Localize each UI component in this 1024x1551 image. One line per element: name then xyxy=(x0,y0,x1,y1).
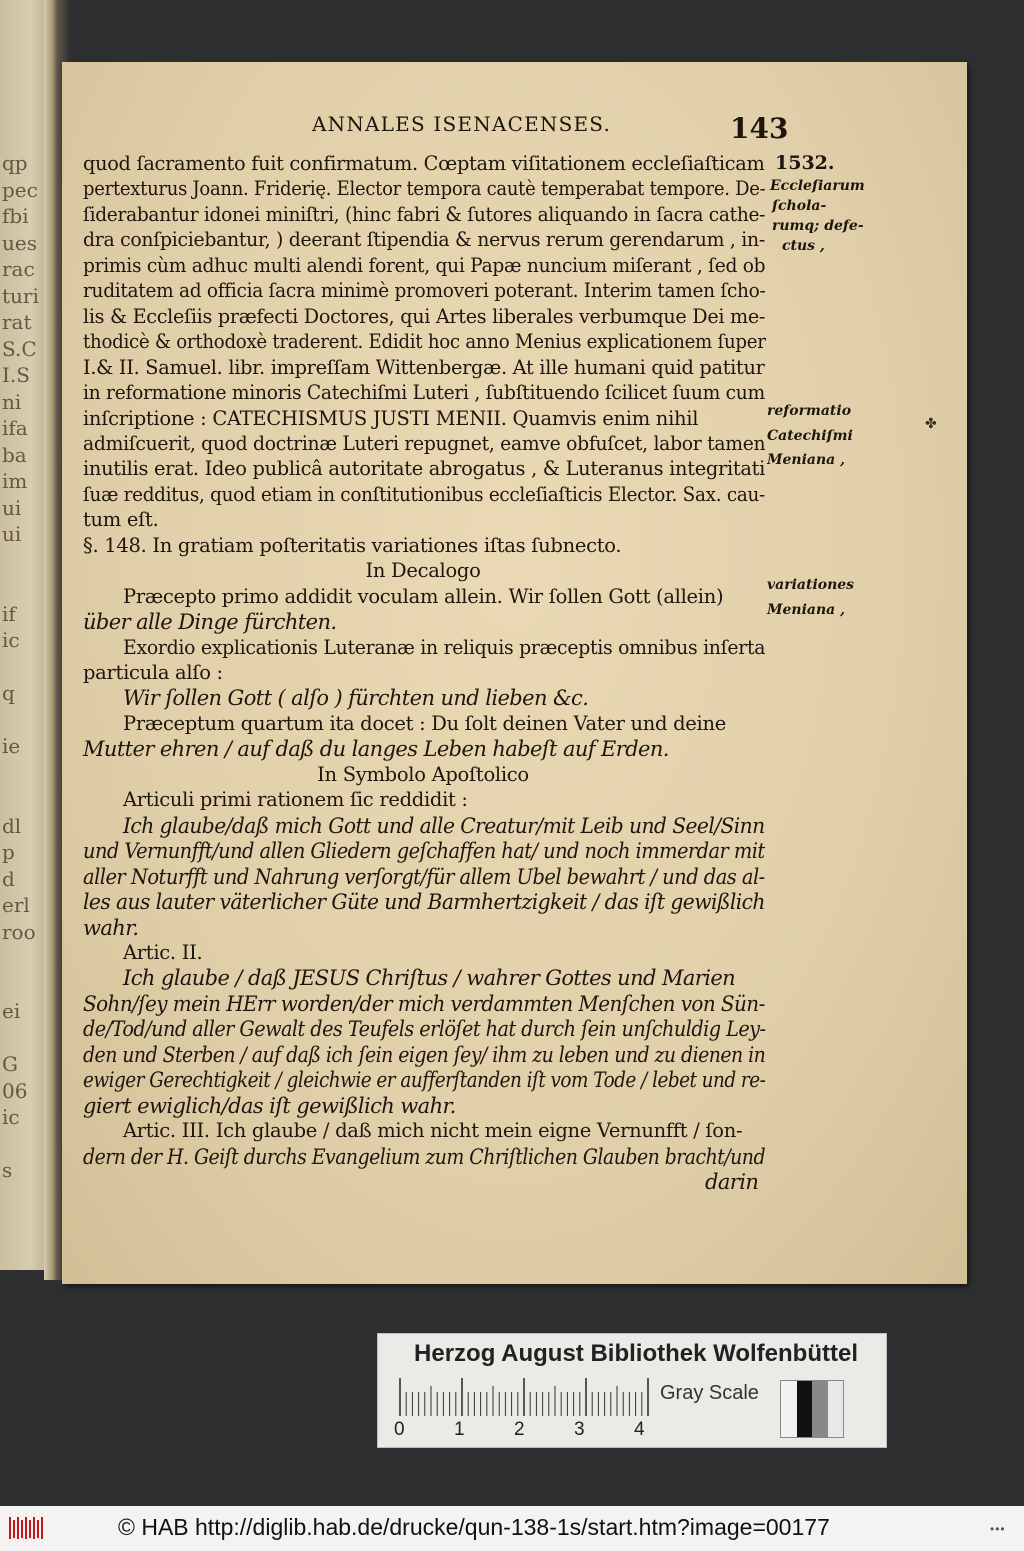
logo-stripe xyxy=(37,1520,39,1538)
text-line: aller Noturfft und Nahrung verſorgt/für allem Ubel bewahrt / und das al- xyxy=(83,864,765,889)
text-line: wahr. xyxy=(83,915,139,940)
text-line: ewiger Gerechtigkeit / gleichwie er aufferſtanden iſt vom Tode / lebet und re- xyxy=(83,1068,766,1093)
facing-page-fragment: ei xyxy=(2,999,21,1023)
facing-page-fragment: ues xyxy=(2,230,37,255)
logo-stripe xyxy=(41,1517,43,1539)
marginal-note: Meniana , xyxy=(767,602,845,618)
facing-page-fragment xyxy=(2,548,36,575)
marginal-note: Meniana , xyxy=(767,452,845,468)
text-line: ſuæ redditus, quod etiam in conſtitutionibus eccleſiaſticis Elector. Sax. cau- xyxy=(83,482,765,506)
gray-scale-swatch xyxy=(780,1380,844,1438)
marginal-note: Eccleſiarum xyxy=(770,178,865,194)
text-line: §. 148. In gratiam poſteritatis variationes iſtas ſubnecto. xyxy=(83,533,622,557)
text-line: Præcepto primo addidit voculam allein. Wir ſollen Gott (allein) xyxy=(123,584,724,608)
text-line: dra conſpiciebantur, ) deerant ſtipendia & nervus rerum gerendarum , in- xyxy=(83,228,765,252)
text-line: und Vernunfft/und allen Gliedern geſchaffen hat/ und noch immerdar mit xyxy=(83,839,765,864)
text-line: admiſcuerit, quod doctrinæ Luteri repugnet, eamve obfuſcet, labor tamen xyxy=(83,431,766,455)
facing-page-fragment: if xyxy=(2,601,16,626)
facing-page-fragment: erl xyxy=(2,893,30,917)
text-line: Præceptum quartum ita docet : Du ſolt deinen Vater und deine xyxy=(123,711,726,735)
facing-page-fragment: p xyxy=(2,840,15,864)
facing-page-fragment xyxy=(2,1025,36,1052)
facing-page-fragment: pec xyxy=(2,177,38,202)
logo-stripe xyxy=(29,1520,31,1538)
text-line: Exordio explicationis Luteranæ in reliquis præceptis omnibus inſerta xyxy=(123,635,766,659)
marginal-note: 1532. xyxy=(775,152,835,174)
text-line: darin xyxy=(705,1170,759,1194)
facing-page-fragment xyxy=(2,654,36,681)
facing-page-fragment xyxy=(2,945,36,972)
marginal-note: variationes xyxy=(767,577,855,593)
text-line: pertexturus Joann. Friderię. Elector tempora cautè temperabat tempore. De- xyxy=(83,177,766,201)
text-line: ruditatem ad officia ſacra minimè promoveri poterant. Interim tamen ſcho- xyxy=(83,279,766,303)
running-head: ANNALES ISENACENSES. xyxy=(312,112,612,136)
facing-page-fragment: s xyxy=(2,1158,13,1182)
marginal-note: ſchola- xyxy=(772,198,827,214)
facing-page-fragment: im xyxy=(2,469,28,493)
text-line: inutilis erat. Ideo publicâ autoritate abrogatus , & Luteranus integritati xyxy=(83,457,766,481)
ruler-labels xyxy=(394,1419,678,1443)
ink-mark: ✤ xyxy=(925,416,937,432)
text-line: tum eſt. xyxy=(83,508,159,532)
facing-page-fragment: ba xyxy=(2,442,27,467)
marginal-note: ctus , xyxy=(782,238,825,254)
text-line: in reformatione minoris Catechiſmi Luteri , ſubſtituendo ſcilicet ſuum cum xyxy=(83,381,765,405)
measuring-ruler xyxy=(398,1378,653,1418)
facing-page-fragment: G xyxy=(2,1052,18,1076)
marginal-note: rumq; defe- xyxy=(772,218,864,234)
text-line: In Symbolo Apoſtolico xyxy=(317,762,529,786)
facing-page-fragment: dl xyxy=(2,813,22,838)
text-line: de/Tod/und aller Gewalt des Teufels erlöſet hat durch ſein unſchuldig Ley- xyxy=(83,1017,766,1042)
text-line: Ich glaube/daß mich Gott und alle Creatur/mit Leib und Seel/Sinn xyxy=(123,813,765,838)
facing-page-fragment xyxy=(2,760,36,787)
facing-page-fragment: ic xyxy=(2,628,20,652)
text-line: quod ſacramento fuit confirmatum. Cœptam viſitationem eccleſiaſticam xyxy=(83,152,765,175)
facing-page-fragment: d xyxy=(2,866,15,891)
facing-page-fragment xyxy=(2,707,36,734)
text-line: Articuli primi rationem ſic reddidit : xyxy=(123,788,468,812)
facing-page-fragment xyxy=(2,574,36,601)
text-line: über alle Dinge fürchten. xyxy=(83,610,337,635)
text-line: les aus lauter väterlicher Güte und Barmhertzigkeit / das iſt gewißlich xyxy=(83,890,765,915)
marginal-note: reformatio xyxy=(767,403,852,419)
facing-page-fragment: roo xyxy=(2,919,36,944)
logo-stripe xyxy=(13,1520,15,1538)
facing-page-fragment: fbi xyxy=(2,204,29,228)
facing-page-fragment xyxy=(2,972,36,999)
facing-page-fragment: ui xyxy=(2,495,22,520)
facing-page-fragment: S.C xyxy=(2,336,37,361)
marginal-note: Catechiſmi xyxy=(767,428,853,444)
facing-page-fragment: ui xyxy=(2,522,22,546)
ruler-label: 2 xyxy=(514,1419,525,1440)
facing-page-fragment: q xyxy=(2,681,15,705)
logo-stripe xyxy=(9,1517,11,1539)
ruler-label: 0 xyxy=(394,1419,405,1440)
facing-page-fragment: rat xyxy=(2,310,32,334)
color-scale-card xyxy=(377,1333,887,1448)
facing-page-text xyxy=(2,150,39,1184)
facing-page-fragment: 06 xyxy=(2,1078,28,1103)
facing-page-fragment: ie xyxy=(2,734,21,758)
facing-page-fragment: ifa xyxy=(2,416,28,440)
facing-page-fragment: I.S xyxy=(2,363,30,387)
facing-page-fragment xyxy=(2,1131,36,1158)
text-line: Artic. III. Ich glaube / daß mich nicht mein eigne Vernunfft / ſon- xyxy=(123,1119,743,1143)
text-line: particula alſo : xyxy=(83,661,223,684)
ruler-label: 3 xyxy=(574,1419,585,1440)
logo-stripe xyxy=(25,1517,27,1539)
hab-logo-icon[interactable] xyxy=(8,1516,44,1540)
text-line: thodicè & orthodoxè traderent. Edidit hoc anno Menius explicationem ſuper xyxy=(83,330,766,354)
logo-stripe xyxy=(17,1517,19,1539)
facing-page-fragment: ni xyxy=(2,389,22,414)
text-line: den und Sterben / auf daß ich ſein eigen ſey/ ihm zu leben und zu dienen in xyxy=(83,1042,766,1067)
facing-page-fragment xyxy=(2,786,36,813)
library-name: Herzog August Bibliothek Wolfenbüttel xyxy=(414,1340,858,1367)
text-line: Ich glaube / daß JESUS Chriſtus / wahrer Gottes und Marien xyxy=(123,966,736,991)
text-line: I.& II. Samuel. libr. impreſſam Wittenbergæ. At ille humani quid patitur xyxy=(83,355,765,379)
text-line: primis cùm adhuc multi alendi forent, qui Papæ nuncium miſerant , ſed ob xyxy=(83,253,766,277)
facing-page-fragment: rac xyxy=(2,257,35,281)
page-number: 143 xyxy=(730,112,789,145)
logo-stripe xyxy=(21,1520,23,1538)
gray-scale-label: Gray Scale xyxy=(660,1382,759,1404)
text-line: ſiderabantur idonei miniſtri, (hinc fabri & ſutores aliquando in ſacra cathe- xyxy=(83,202,766,226)
text-line: Wir ſollen Gott ( alſo ) fürchten und lieben &c. xyxy=(123,686,589,711)
text-line: dern der H. Geiſt durchs Evangelium zum Chriſtlichen Glauben bracht/und xyxy=(83,1144,766,1169)
text-line: inſcriptione : CATECHISMUS JUSTI MENII. Quamvis enim nihil xyxy=(83,406,699,430)
facing-page-fragment: qp xyxy=(2,151,28,175)
text-line: lis & Eccleſiis præfecti Doctores, qui Artes liberales verbumque Dei me- xyxy=(83,304,766,328)
facing-page-fragment: ic xyxy=(2,1105,20,1129)
text-line: In Decalogo xyxy=(365,559,481,583)
text-line: Artic. II. xyxy=(123,940,203,964)
text-line: giert ewiglich/das iſt gewißlich wahr. xyxy=(83,1093,456,1118)
more-options-icon[interactable]: ••• xyxy=(990,1522,1006,1536)
copyright-url[interactable]: © HAB http://diglib.hab.de/drucke/qun-138-1s/start.htm?image=00177 xyxy=(118,1514,830,1540)
footer-bar xyxy=(0,1506,1024,1551)
text-line: Sohn/ſey mein HErr worden/der mich verdammten Menſchen von Sün- xyxy=(83,991,765,1016)
ruler-label: 4 xyxy=(634,1419,645,1440)
logo-stripe xyxy=(33,1517,35,1539)
text-line: Mutter ehren / auf daß du langes Leben habeſt auf Erden. xyxy=(83,737,669,762)
facing-page-fragment: turi xyxy=(2,283,39,308)
ruler-label: 1 xyxy=(454,1419,465,1440)
